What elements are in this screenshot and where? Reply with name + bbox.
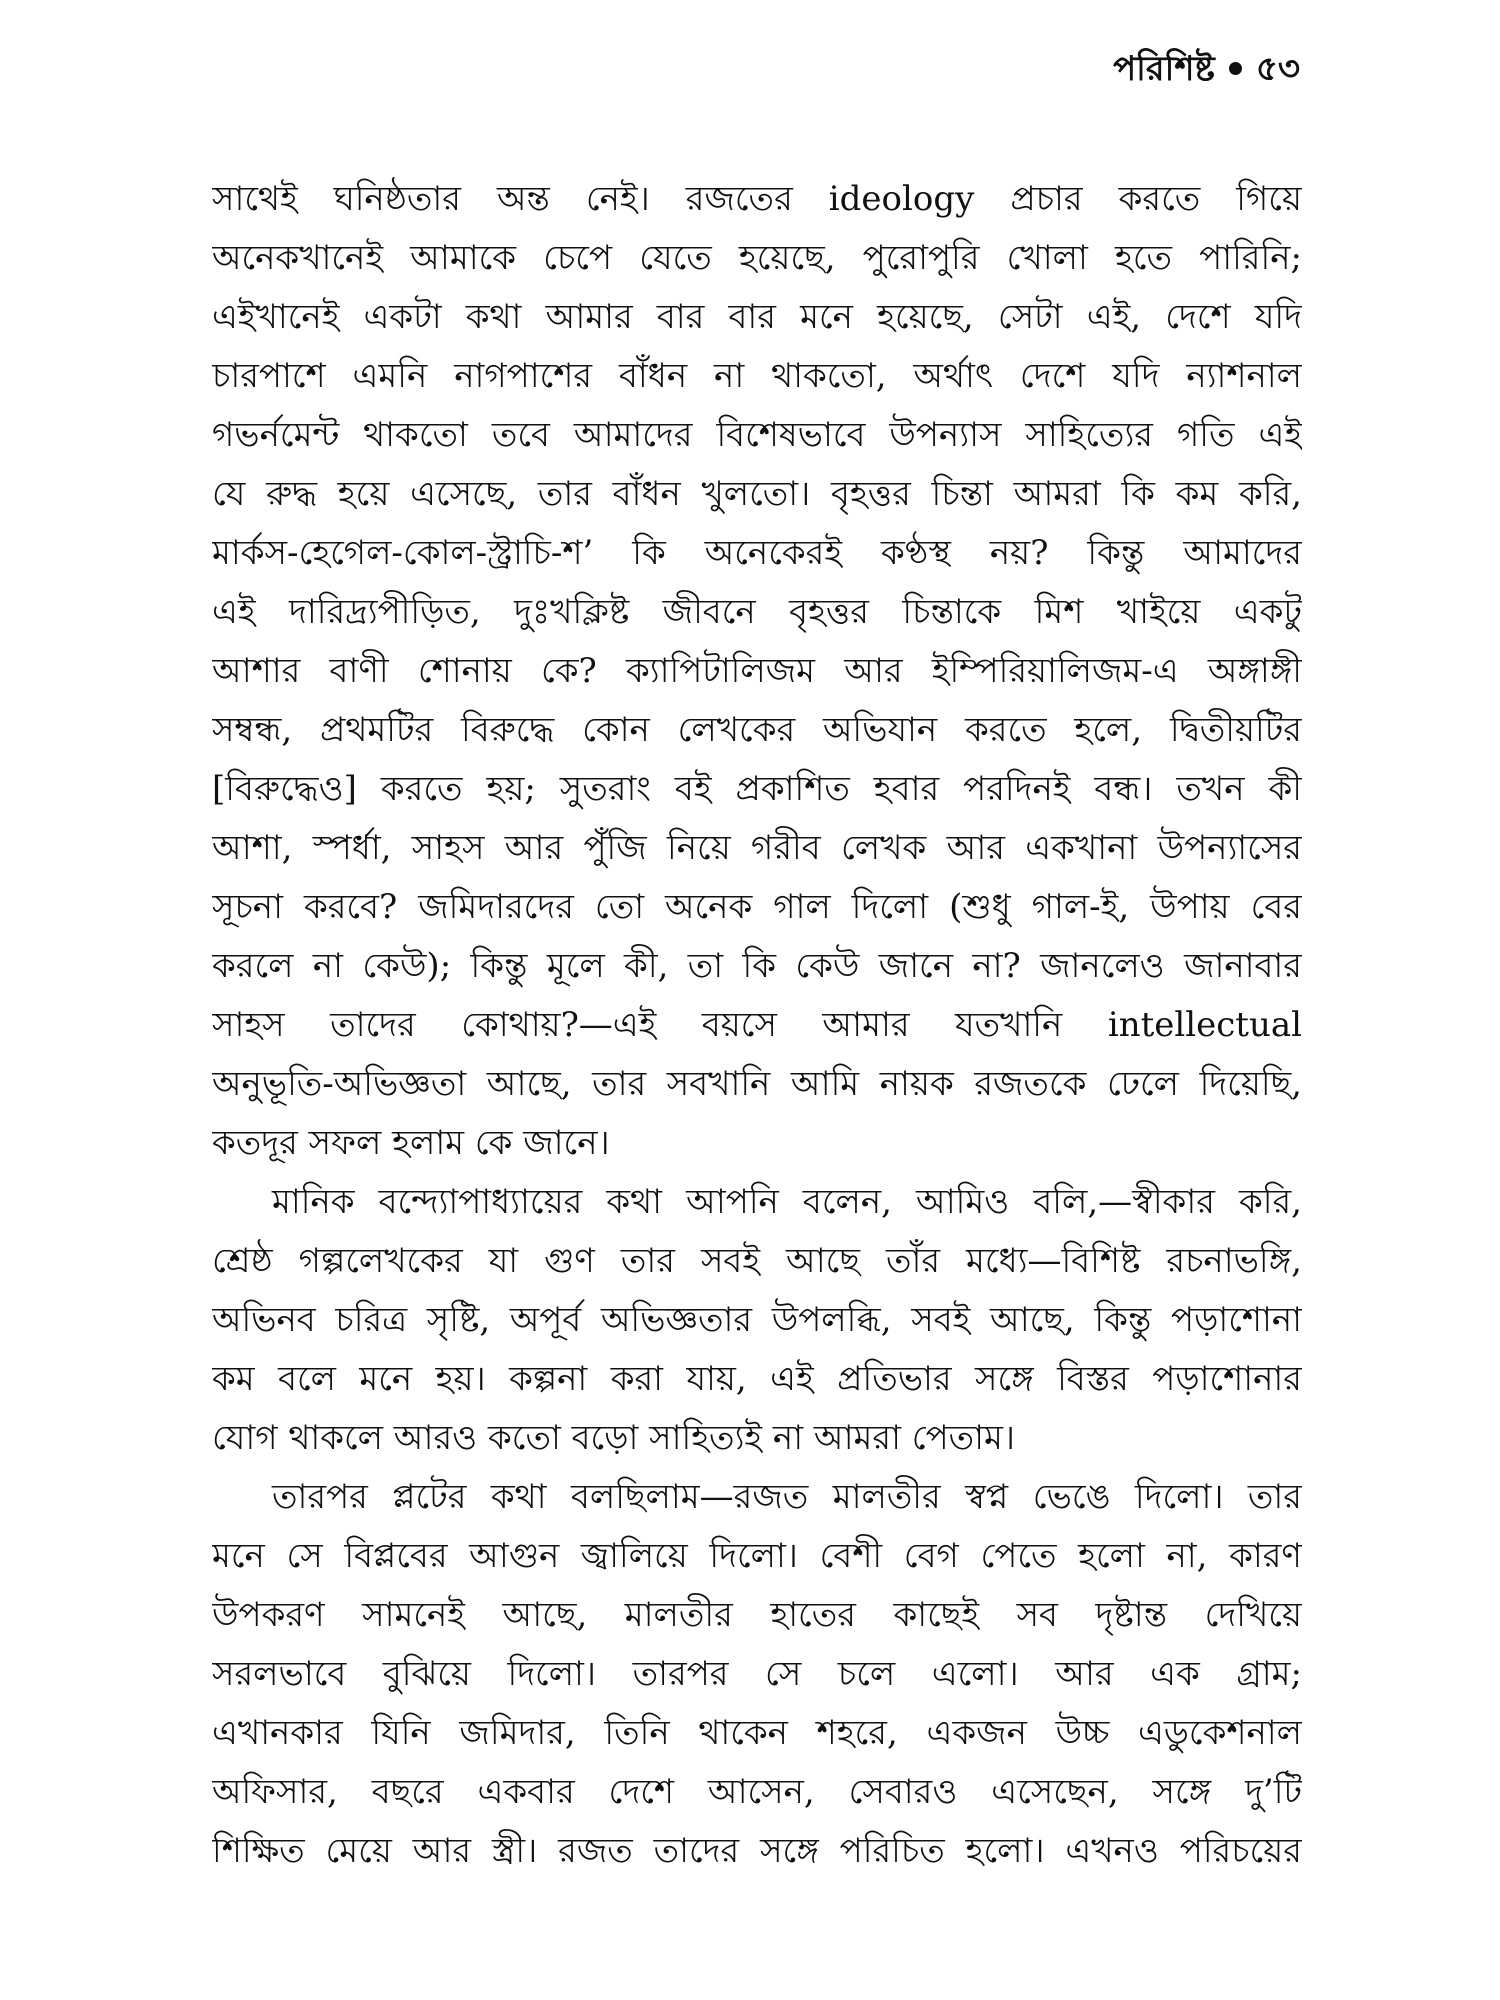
paragraph xyxy=(212,1173,1302,1468)
paragraph xyxy=(212,170,1302,1173)
text-line: কম বলে মনে হয়। কল্পনা করা যায়, এই প্রতিভার সঙ্গে বিস্তর পড়াশোনার xyxy=(212,1359,1302,1399)
text-line: সূচনা করবে? জমিদারদের তো অনেক গাল দিলো (শুধু গাল-ই, উপায় বের xyxy=(212,887,1302,927)
text-line: অভিনব চরিত্র সৃষ্টি, অপূর্ব অভিজ্ঞতার উপলব্ধি, সবই আছে, কিন্তু পড়াশোনা xyxy=(212,1300,1302,1340)
text-line: মনে সে বিপ্লবের আগুন জ্বালিয়ে দিলো। বেশী বেগ পেতে হলো না, কারণ xyxy=(212,1536,1302,1576)
text-line: যে রুদ্ধ হয়ে এসেছে, তার বাঁধন খুলতো। বৃহত্তর চিন্তা আমরা কি কম করি, xyxy=(212,474,1302,514)
text-line: শ্রেষ্ঠ গল্পলেখকের যা গুণ তার সবই আছে তাঁর মধ্যে—বিশিষ্ট রচনাভঙ্গি, xyxy=(212,1241,1302,1281)
text-line: শিক্ষিত মেয়ে আর স্ত্রী। রজত তাদের সঙ্গে পরিচিত হলো। এখনও পরিচয়ের xyxy=(212,1831,1302,1871)
text-line: সম্বন্ধ, প্রথমটির বিরুদ্ধে কোন লেখকের অভিযান করতে হলে, দ্বিতীয়টির xyxy=(212,710,1302,750)
text-line: এখানকার যিনি জমিদার, তিনি থাকেন শহরে, একজন উচ্চ এডুকেশনাল xyxy=(212,1713,1302,1753)
text-line: সরলভাবে বুঝিয়ে দিলো। তারপর সে চলে এলো। আর এক গ্রাম; xyxy=(212,1654,1302,1694)
body-text xyxy=(212,170,1302,1881)
text-line: মানিক বন্দ্যোপাধ্যায়ের কথা আপনি বলেন, আমিও বলি,—স্বীকার করি, xyxy=(272,1182,1302,1222)
text-line: এইখানেই একটা কথা আমার বার বার মনে হয়েছে, সেটা এই, দেশে যদি xyxy=(212,297,1302,337)
text-line: মার্কস-হেগেল-কোল-স্ট্রাচি-শ’ কি অনেকেরই কণ্ঠস্থ নয়? কিন্তু আমাদের xyxy=(212,533,1302,573)
text-line: সাহস তাদের কোথায়?—এই বয়সে আমার যতখানি intellectual xyxy=(212,1005,1302,1045)
page-number: ৫৩ xyxy=(1255,49,1300,89)
text-line: চারপাশে এমনি নাগপাশের বাঁধন না থাকতো, অর্থাৎ দেশে যদি ন্যাশনাল xyxy=(212,356,1302,396)
text-line: অনুভূতি-অভিজ্ঞতা আছে, তার সবখানি আমি নায়ক রজতকে ঢেলে দিয়েছি, xyxy=(212,1064,1302,1104)
text-line: যোগ থাকলে আরও কতো বড়ো সাহিত্যই না আমরা পেতাম। xyxy=(212,1418,1016,1458)
text-line: এই দারিদ্র্যপীড়িত, দুঃখক্লিষ্ট জীবনে বৃহত্তর চিন্তাকে মিশ খাইয়ে একটু xyxy=(212,592,1302,632)
text-line: অনেকখানেই আমাকে চেপে যেতে হয়েছে, পুরোপুরি খোলা হতে পারিনি; xyxy=(212,238,1302,278)
text-line: অফিসার, বছরে একবার দেশে আসেন, সেবারও এসেছেন, সঙ্গে দু’টি xyxy=(212,1772,1302,1812)
text-line: কতদূর সফল হলাম কে জানে। xyxy=(212,1123,610,1163)
paragraph xyxy=(212,1468,1302,1881)
running-header xyxy=(1113,49,1300,89)
text-line: [বিরুদ্ধেও] করতে হয়; সুতরাং বই প্রকাশিত হবার পরদিনই বন্ধ। তখন কী xyxy=(212,769,1302,809)
text-line: উপকরণ সামনেই আছে, মালতীর হাতের কাছেই সব দৃষ্টান্ত দেখিয়ে xyxy=(212,1595,1302,1635)
bullet-separator-icon xyxy=(1229,62,1242,75)
text-line: করলে না কেউ); কিন্তু মূলে কী, তা কি কেউ জানে না? জানলেও জানাবার xyxy=(212,946,1302,986)
text-line: আশা, স্পর্ধা, সাহস আর পুঁজি নিয়ে গরীব লেখক আর একখানা উপন্যাসের xyxy=(212,828,1302,868)
text-line: সাথেই ঘনিষ্ঠতার অন্ত নেই। রজতের ideology প্রচার করতে গিয়ে xyxy=(212,179,1302,219)
text-line: গভর্নমেন্ট থাকতো তবে আমাদের বিশেষভাবে উপন্যাস সাহিত্যের গতি এই xyxy=(212,415,1302,455)
text-line: আশার বাণী শোনায় কে? ক্যাপিটালিজম আর ইম্পিরিয়ালিজম-এ অঙ্গাঙ্গী xyxy=(212,651,1302,691)
section-title: পরিশিষ্ট xyxy=(1113,49,1215,89)
text-line: তারপর প্লটের কথা বলছিলাম—রজত মালতীর স্বপ্ন ভেঙে দিলো। তার xyxy=(272,1477,1302,1517)
